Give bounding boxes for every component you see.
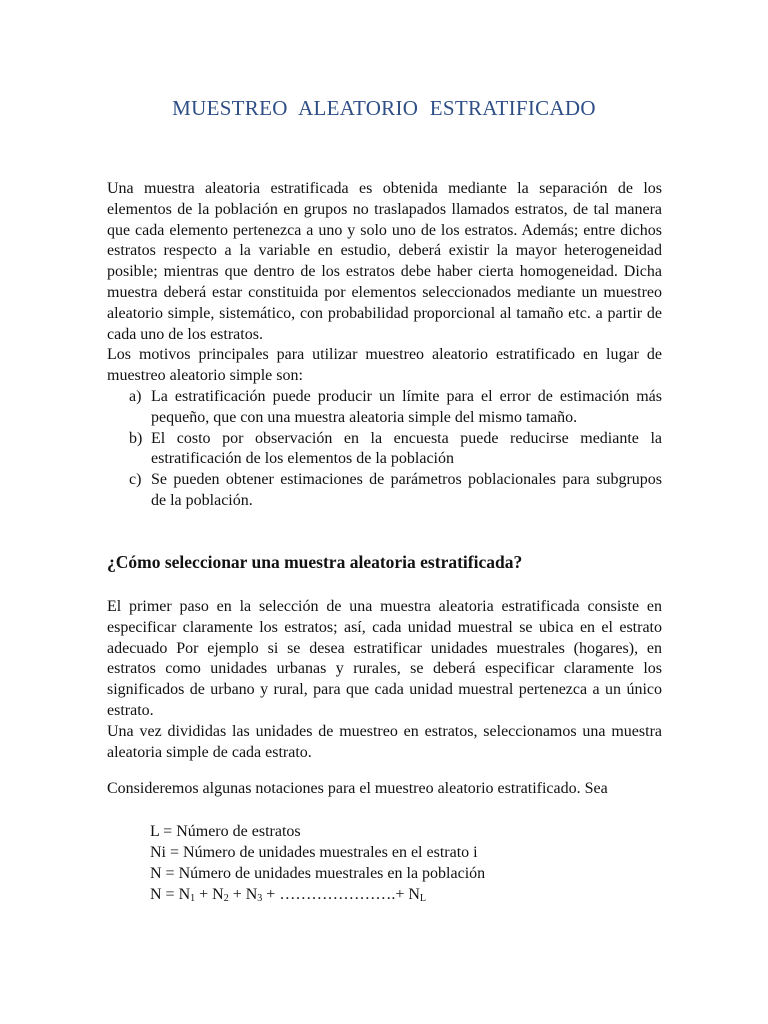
- population-formula: [150, 884, 485, 905]
- formula-sub-3: 3: [257, 893, 263, 904]
- notation-section: [107, 779, 662, 800]
- section-heading: ¿Cómo seleccionar una muestra aleatoria estratificada?: [107, 552, 523, 572]
- formula-sub-L: L: [419, 893, 427, 904]
- heading-section: [107, 552, 662, 573]
- formula-lhs: N = N: [150, 886, 191, 903]
- formula-rest: + ………………….+ N: [262, 886, 420, 903]
- formula-term-2: + N: [195, 886, 224, 903]
- list-item-text: La estratificación puede producir un límite para el error de estimación más pequeño, que con una muestra aleatoria simple del mismo tamaño.: [151, 387, 662, 426]
- formula-term-3: + N: [228, 886, 258, 903]
- motives-intro-paragraph: Los motivos principales para utilizar muestreo aleatorio estratificado en lugar de muestreo aleatorio simple son:: [107, 346, 662, 385]
- list-item-text: Se pueden obtener estimaciones de parámetros poblacionales para subgrupos de la población.: [151, 471, 662, 509]
- list-marker: b): [129, 429, 143, 447]
- list-item-text: El costo por observación en la encuesta puede reducirse mediante la estratificación de los elementos de la población: [151, 429, 662, 468]
- step2-paragraph: Una vez divididas las unidades de muestreo en estratos, seleccionamos una muestra aleatoria simple de cada estrato.: [107, 722, 662, 761]
- step1-paragraph: El primer paso en la selección de una muestra aleatoria estratificada consiste en especificar claramente los estratos; así, cada unidad muestral se ubica en el estrato adecuado Por ejemplo si se desea estratificar unidades muestrales (hogares), en estratos como unidades urbanas y rurales, se deberá especificar claramente los significados de urbano y rural, para que cada unidad muestral pertenezca a un único estrato.: [107, 598, 662, 719]
- list-item: [107, 429, 662, 471]
- notation-intro: Consideremos algunas notaciones para el muestreo aleatorio estratificado. Sea: [107, 780, 608, 797]
- definition-L: L = Número de estratos: [150, 823, 301, 840]
- definition-N: N = Número de unidades muestrales en la población: [150, 865, 486, 882]
- definition-Ni: Ni = Número de unidades muestrales en el estrato i: [150, 844, 478, 861]
- intro-paragraph: Una muestra aleatoria estratificada es obtenida mediante la separación de los elementos de la población en grupos no traslapados llamados estratos, de tal manera que cada elemento pertenezca a uno y solo uno de los estratos. Además; entre dichos estratos respecto a la variable en estudio, deberá existir la mayor heterogeneidad posible; mientras que dentro de los estratos debe haber cierta homogeneidad. Dicha muestra deberá estar constituida por elementos seleccionados mediante un muestreo aleatorio simple, sistemático, con probabilidad proporcional al tamaño etc. a partir de cada uno de los estratos.: [107, 180, 662, 343]
- page-title: MUESTREO ALEATORIO ESTRATIFICADO: [172, 96, 596, 120]
- definitions-block: [150, 821, 485, 905]
- list-item: [107, 387, 662, 429]
- list-item: [107, 470, 662, 512]
- formula-sub-1: 1: [190, 893, 196, 904]
- intro-section: [107, 179, 662, 512]
- motives-list: [107, 387, 662, 512]
- list-marker: a): [129, 387, 142, 405]
- list-marker: c): [129, 471, 142, 489]
- selection-section: [107, 597, 662, 763]
- formula-sub-2: 2: [223, 893, 229, 904]
